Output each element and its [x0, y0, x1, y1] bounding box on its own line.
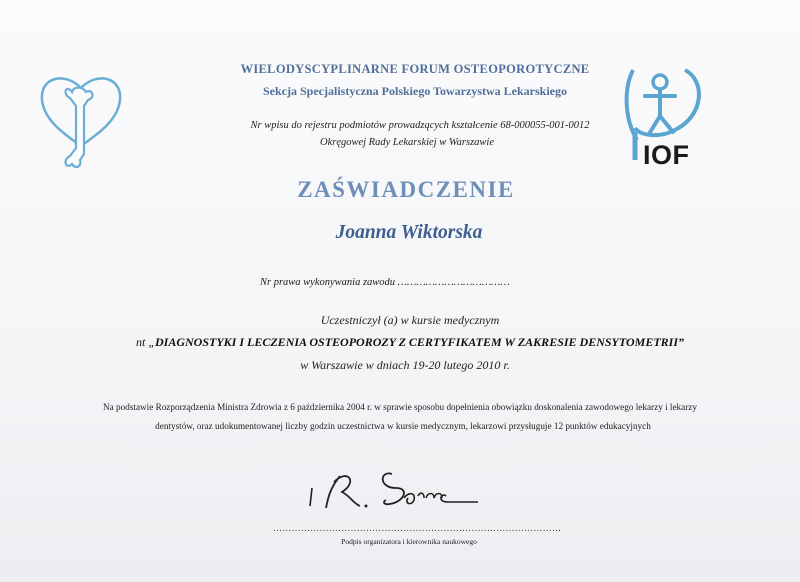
certificate-title: ZAŚWIADCZENIE [297, 177, 515, 202]
registry-line-2: Okręgowej Rady Lekarskiej w Warszawie [319, 137, 494, 148]
license-number-field: Nr prawa wykonywania zawodu ……………………………… [260, 277, 510, 288]
course-date: w Warszawie w dniach 19-20 lutego 2010 r. [300, 358, 510, 372]
legal-text-line-1: Na podstawie Rozporządzenia Ministra Zdrowia z 6 października 2004 r. w sprawie sposobu dopełnienia obowiązku doskonalenia zawodowego lekarzy i lekarzy [103, 402, 697, 412]
course-topic-title: DIAGNOSTYKI I LECZENIA OSTEOPOROZY Z CERTYFIKATEM W ZAKRESIE DENSYTOMETRII” [155, 335, 685, 349]
course-intro: Uczestniczył (a) w kursie medycznym [320, 313, 500, 327]
course-prefix: nt „ [135, 335, 155, 349]
recipient-name: Joanna Wiktorska [335, 222, 483, 243]
legal-text-line-2: dentystów, oraz udokumentowanej liczby godzin uczestnictwa w kursie medycznym, lekarzowi przysługuje 12 punktów edukacyjnych [155, 421, 651, 431]
registry-line-1: Nr wpisu do rejestru podmiotów prowadzących kształcenie 68-000055-001-0012 [250, 120, 590, 131]
handwritten-signature [300, 458, 500, 518]
signature-line: ………………………………………………………………………………… [273, 523, 562, 533]
organization-subtitle: Sekcja Specjalistyczna Polskiego Towarzystwa Lekarskiego [263, 84, 567, 98]
organization-title: WIELODYSCYPLINARNE FORUM OSTEOPOROTYCZNE [240, 62, 590, 76]
iof-logo-text: IOF [643, 140, 690, 170]
signature-caption: Podpis organizatora i kierownika naukowego [341, 537, 477, 546]
course-topic [0, 335, 800, 350]
